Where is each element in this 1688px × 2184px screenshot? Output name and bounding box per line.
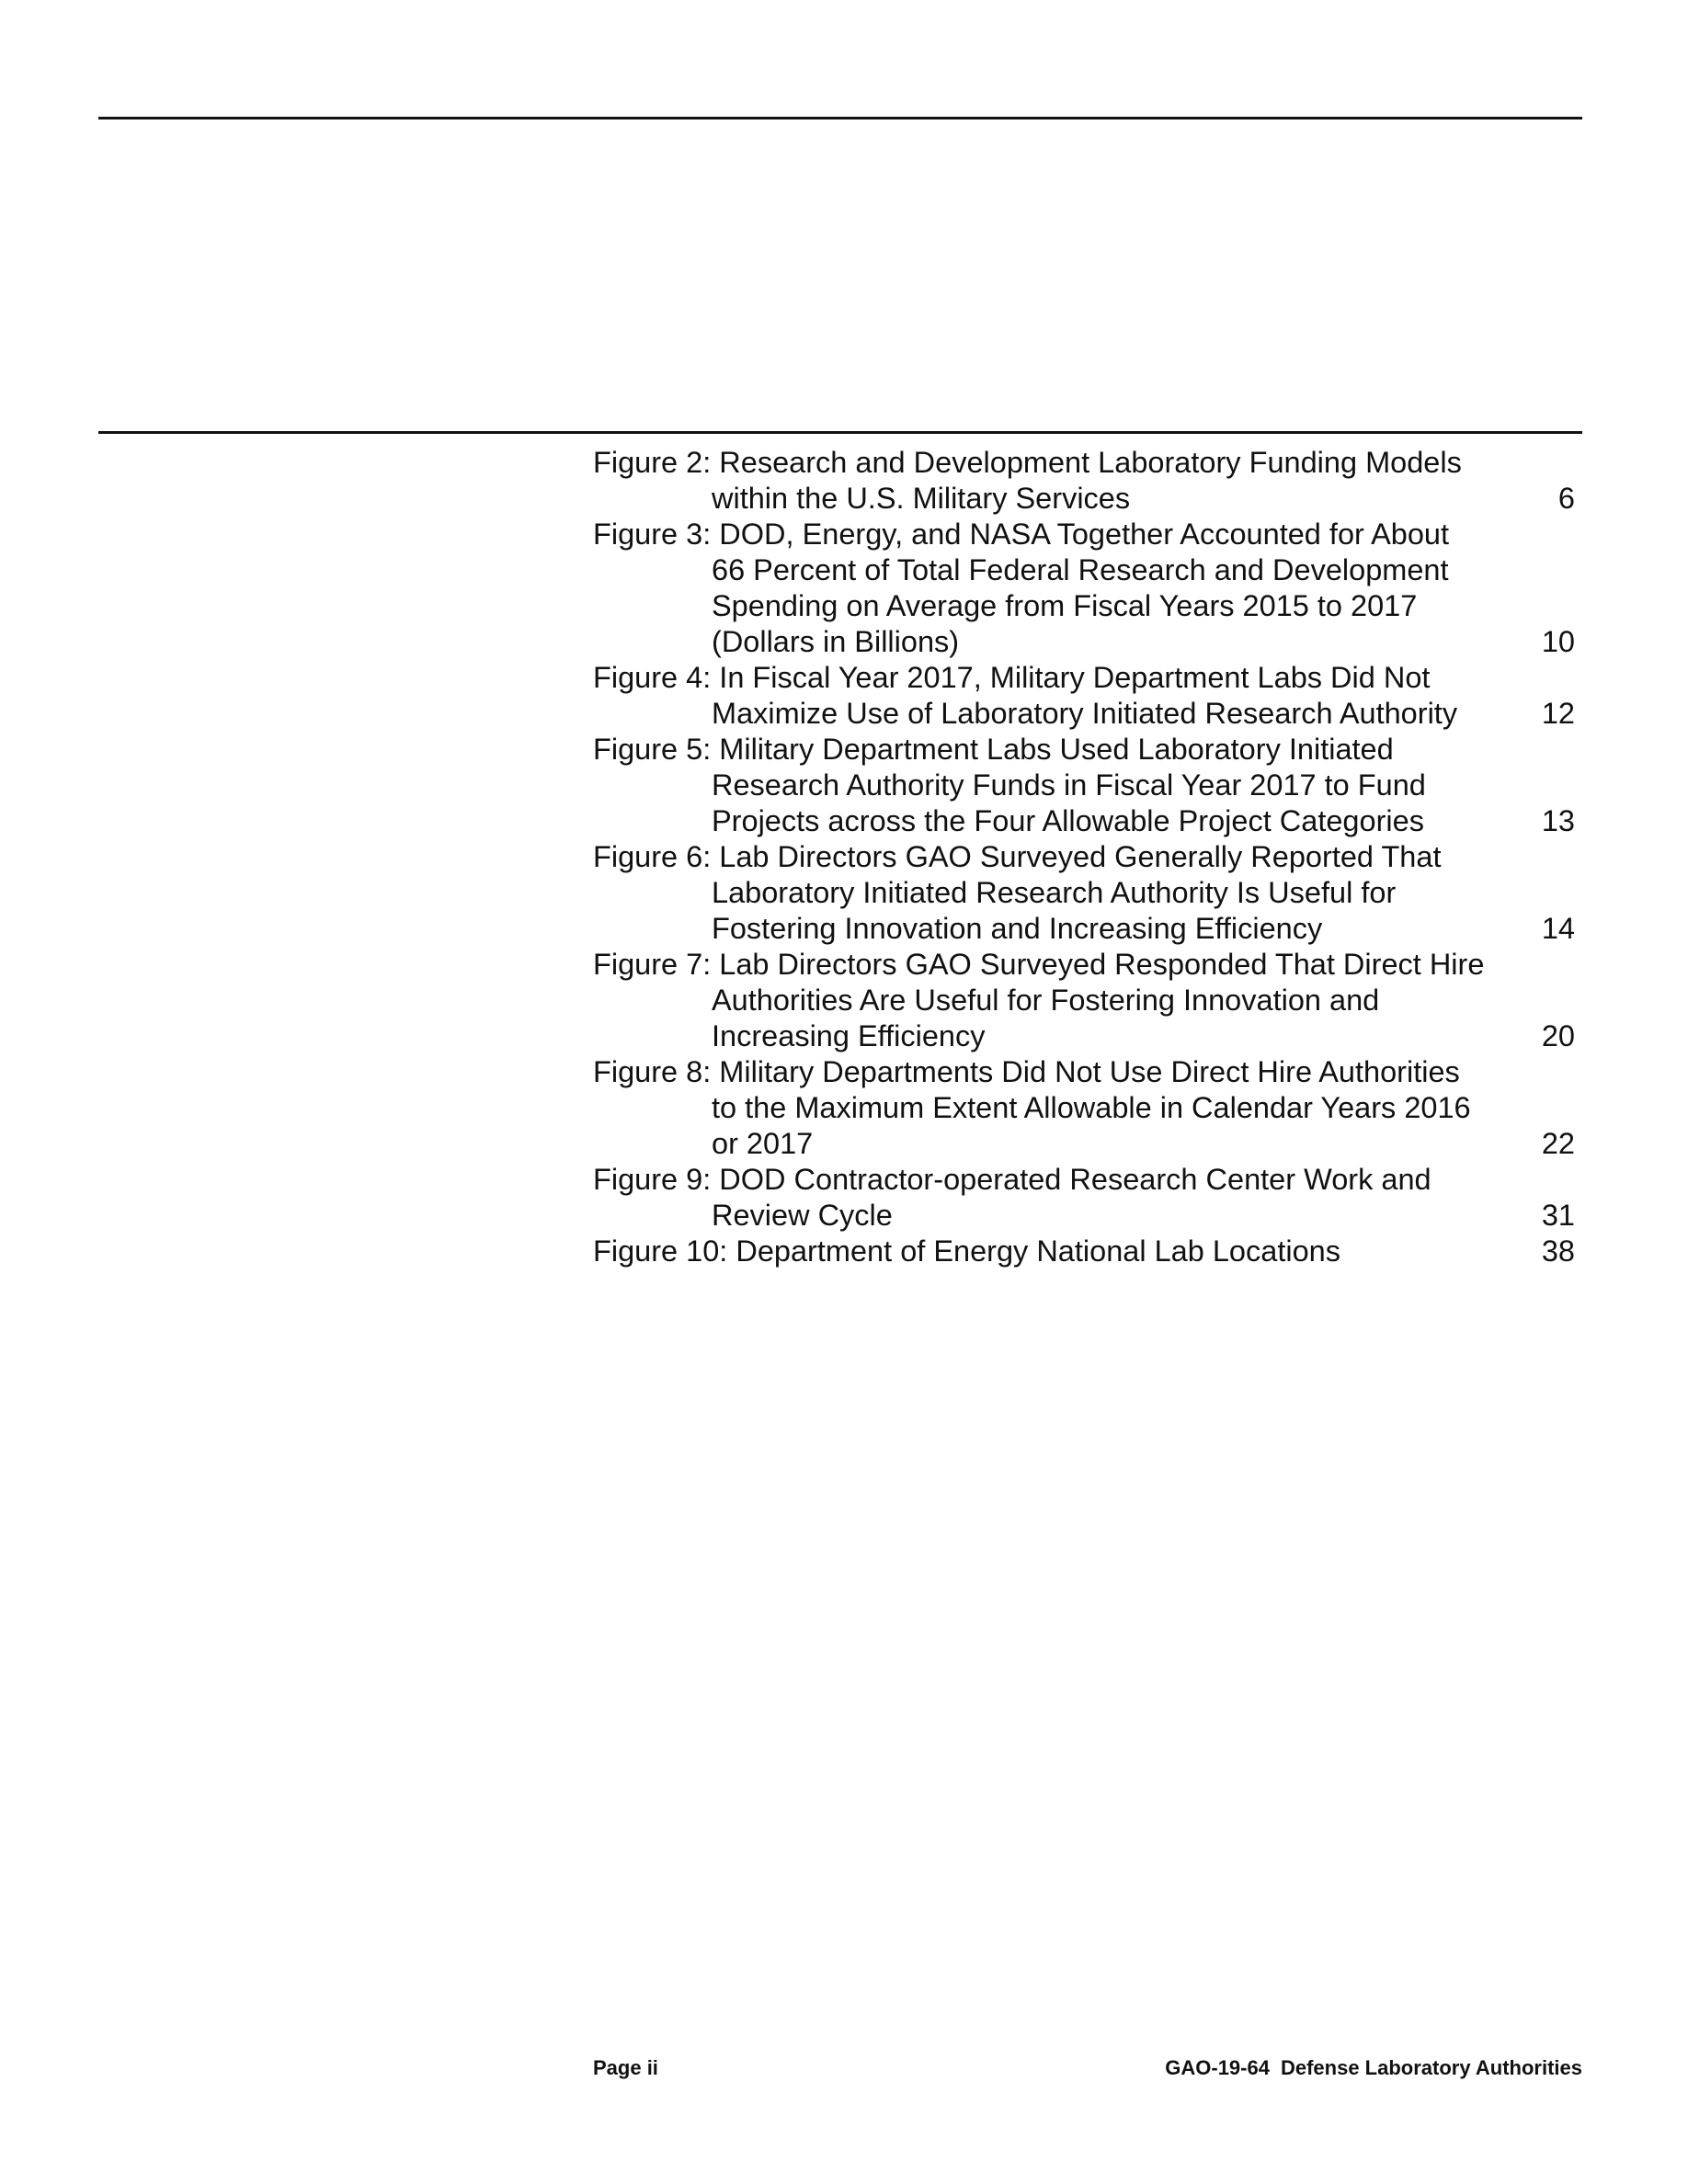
figure-entry-label: Figure 10: Department of Energy National Lab Locations bbox=[593, 1234, 1340, 1268]
figure-entry-8[interactable] bbox=[593, 1054, 1582, 1162]
figure-entry-page: 10 bbox=[1541, 625, 1575, 658]
figure-entry-page: 20 bbox=[1541, 1019, 1575, 1052]
figure-entry-label: Figure 8: Military Departments Did Not Use Direct Hire Authorities to the Maximum Extent Allowable in Calendar Years 2016 or 2017 bbox=[593, 1055, 1471, 1160]
figure-entry-label: Figure 5: Military Department Labs Used Laboratory Initiated Research Authority Funds in Fiscal Year 2017 to Fund Projects across the Four Allowable Project Categories bbox=[593, 733, 1426, 837]
figure-entry-page: 14 bbox=[1541, 912, 1575, 945]
footer-report-title bbox=[1165, 2056, 1582, 2080]
figure-entry-9[interactable] bbox=[593, 1162, 1582, 1234]
figure-entry-page: 12 bbox=[1541, 697, 1575, 730]
figure-entry-3[interactable] bbox=[593, 517, 1582, 660]
figure-entry-label: Figure 6: Lab Directors GAO Surveyed Generally Reported That Laboratory Initiated Research Authority Is Useful for Fostering Innovation and Increasing Efficiency bbox=[593, 840, 1442, 945]
top-divider bbox=[98, 117, 1582, 119]
section-divider bbox=[98, 431, 1582, 434]
figure-entry-10[interactable] bbox=[593, 1234, 1582, 1269]
figure-entry-4[interactable] bbox=[593, 660, 1582, 732]
footer-page-number: Page ii bbox=[593, 2056, 658, 2079]
figure-entry-page: 38 bbox=[1541, 1234, 1575, 1268]
report-number: GAO-19-64 bbox=[1165, 2056, 1270, 2079]
figure-entry-label: Figure 3: DOD, Energy, and NASA Together Accounted for About 66 Percent of Total Federal Research and Development Spending on Average from Fiscal Years 2015 to 2017 (Dollars in Billions) bbox=[593, 518, 1450, 658]
figure-entry-label: Figure 9: DOD Contractor-operated Research Center Work and Review Cycle bbox=[593, 1163, 1431, 1232]
figure-entry-label: Figure 2: Research and Development Laboratory Funding Models within the U.S. Military Services bbox=[593, 446, 1462, 515]
figure-entry-page: 13 bbox=[1541, 804, 1575, 837]
figure-entry-5[interactable] bbox=[593, 732, 1582, 839]
list-of-figures bbox=[593, 445, 1582, 1269]
figure-entry-label: Figure 4: In Fiscal Year 2017, Military Department Labs Did Not Maximize Use of Laboratory Initiated Research Authority bbox=[593, 661, 1458, 730]
report-title: Defense Laboratory Authorities bbox=[1280, 2056, 1582, 2079]
figure-entry-label: Figure 7: Lab Directors GAO Surveyed Responded That Direct Hire Authorities Are Useful for Fostering Innovation and Increasing Efficiency bbox=[593, 948, 1485, 1052]
figure-entry-2[interactable] bbox=[593, 445, 1582, 517]
figure-entry-page: 31 bbox=[1541, 1199, 1575, 1232]
figure-entry-page: 22 bbox=[1541, 1127, 1575, 1160]
figure-entry-7[interactable] bbox=[593, 947, 1582, 1054]
figure-entry-page: 6 bbox=[1557, 482, 1575, 515]
figure-entry-6[interactable] bbox=[593, 839, 1582, 947]
